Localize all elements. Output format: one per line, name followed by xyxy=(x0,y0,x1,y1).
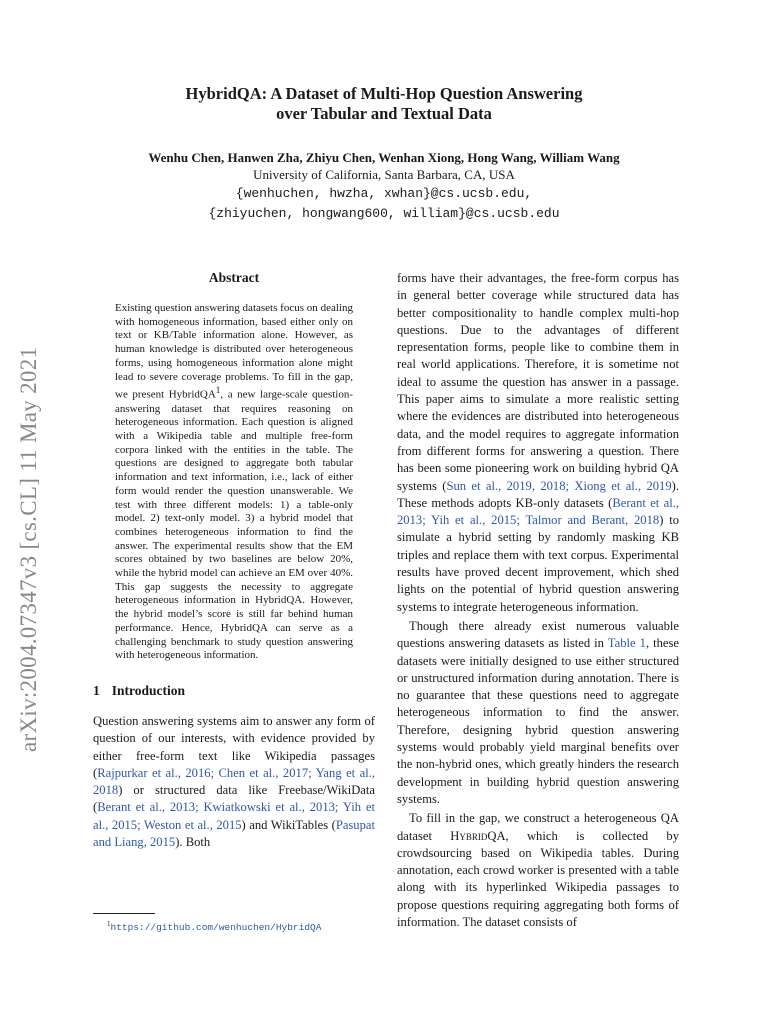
footnote xyxy=(107,918,321,934)
table-reference-link[interactable]: Table 1 xyxy=(607,636,646,651)
citation-link[interactable]: Rajpurkar et al., 2016; Chen et al., 2017; Yang et al., 2018 xyxy=(93,765,375,798)
email-line-1: {wenhuchen, hwzha, xwhan}@cs.ucsb.edu, xyxy=(235,186,533,201)
dataset-name: HybridQA xyxy=(450,828,506,843)
left-column xyxy=(93,270,375,851)
footnote-url-link[interactable]: https://github.com/wenhuchen/HybridQA xyxy=(110,922,322,934)
citation-link[interactable]: Berant et al., 2013; Kwiatkowski et al., 2013; Yih et al., 2015; Weston et al., 2015 xyxy=(93,800,375,832)
intro-text-3: ) and WikiTables ( xyxy=(241,817,336,832)
p1-text-2: ). These methods adopts KB-only datasets ( xyxy=(397,478,679,510)
title-line-2: over Tabular and Textual Data xyxy=(276,104,492,123)
intro-text-1: Question answering systems aim to answer any form of question of our interests, with evidence provided by either free-form text like Wikipedia passages ( xyxy=(93,713,375,780)
title-line-1: HybridQA: A Dataset of Multi-Hop Question Answering xyxy=(185,84,583,103)
right-paragraph-3 xyxy=(397,810,679,931)
intro-paragraph xyxy=(93,713,375,851)
intro-text-2: ) or structured data like Freebase/WikiData ( xyxy=(93,783,375,815)
section-heading-introduction xyxy=(93,683,375,699)
footnote-ref[interactable]: 1 xyxy=(215,385,221,396)
p1-text-1: forms have their advantages, the free-form corpus has in general better coverage while structured data has better compositionality to handle complex multi-hop questions. Due to the advantages of different representation forms, people like to combine them in real world applications. Therefore, it is sometime not ideal to assume the question has answer in a passage. This paper aims to simulate a more realistic setting where the evidences are distributed into heterogeneous data, and the model requires to aggregate information from different forms for answering a question. There has been some pioneering work on building hybrid QA systems ( xyxy=(397,271,679,493)
section-number: 1 xyxy=(93,682,100,698)
right-column xyxy=(397,270,679,931)
emails xyxy=(0,184,768,224)
arxiv-stamp: arXiv:2004.07347v3 [cs.CL] 11 May 2021 xyxy=(16,346,41,752)
p1-text-3: ) to simulate a hybrid setting by randomly masking KB triples and replace them with text corpus. Experimental results have proved decent improvement, which shed lights on the potential of hybrid question answering systems to integrate heterogeneous information. xyxy=(397,513,679,614)
citation-link[interactable]: Pasupat and Liang, 2015 xyxy=(93,817,375,850)
right-paragraph-2 xyxy=(397,618,679,808)
abstract-body xyxy=(115,302,353,663)
affiliation: University of California, Santa Barbara, CA, USA xyxy=(253,167,515,182)
p3-text-2: , which is collected by crowdsourcing based on Wikipedia tables. During annotation, each crowd worker is presented with a table along with its hyperlinked Wikipedia passages to propose questions requiring aggregating both forms of information. The dataset consists of xyxy=(397,828,679,929)
p3-text-1: To fill in the gap, we construct a heterogeneous QA dataset xyxy=(397,811,679,843)
footnote-mark: 1 xyxy=(107,920,111,928)
p2-text-1: Though there already exist numerous valuable questions answering datasets as listed in xyxy=(397,618,679,651)
citation-link[interactable]: Berant et al., 2013; Yih et al., 2015; Talmor and Berant, 2018 xyxy=(397,495,679,528)
footnote-divider xyxy=(93,913,155,914)
email-line-2: {zhiyuchen, hongwang600, william}@cs.ucsb.edu xyxy=(208,206,560,221)
abstract-text-1: Existing question answering datasets focus on dealing with homogeneous information, based either only on text or KB/Table information alone. However, as human knowledge is distributed over heterogeneous forms, using homogeneous information alone might lead to severe coverage problems. To fill in the gap, we present HybridQA xyxy=(115,302,353,401)
paper-title xyxy=(0,84,768,124)
authors: Wenhu Chen, Hanwen Zha, Zhiyu Chen, Wenhan Xiong, Hong Wang, William Wang xyxy=(148,150,620,165)
section-title: Introduction xyxy=(111,682,186,698)
p2-text-2: , these datasets were initially designed to use either structured or unstructured information during annotation. There is no guarantee that these questions need to aggregate heterogeneous information to find the answer. Therefore, designing hybrid question answering systems would probably yield marginal benefits over the non-hybrid ones, which greatly hinders the research development in building hybrid question answering systems. xyxy=(397,636,680,806)
right-paragraph-1 xyxy=(397,270,679,616)
abstract-text-2: , a new large-scale question-answering dataset that requires reasoning on heterogeneous information. Each question is aligned with a Wikipedia table and multiple free-form corpora linked with the entities in the table. The questions are designed to aggregate both tabular information and text information, i.e., lack of either form would render the question unanswerable. We test with three different models: 1) a table-only model. 2) text-only model. 3) a hybrid model that combines heterogeneous information to find the answer. The experimental results show that the EM scores obtained by two baselines are below 20%, while the hybrid model can achieve an EM over 40%. This gap suggests the necessity to aggregate heterogeneous information in HybridQA. However, the hybrid model’s score is still far behind human performance. Hence, HybridQA can serve as a challenging benchmark to study question answering with heterogeneous information. xyxy=(115,388,353,662)
citation-link[interactable]: Sun et al., 2019, 2018; Xiong et al., 2019 xyxy=(446,478,672,493)
intro-text-4: ). Both xyxy=(175,835,211,850)
abstract-heading: Abstract xyxy=(208,270,260,285)
